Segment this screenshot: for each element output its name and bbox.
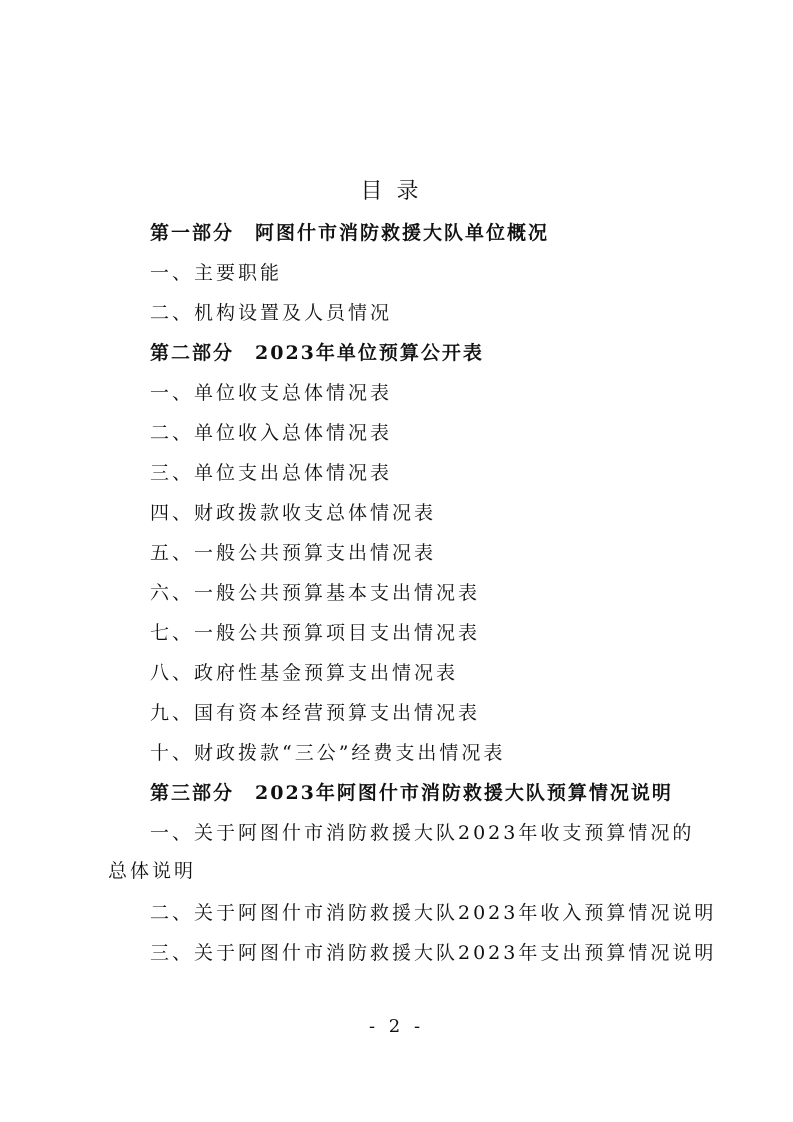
part2-item: 四、财政拨款收支总体情况表 [150,502,437,524]
part3-item: 二、关于阿图什市消防救援大队2023年收入预算情况说明 [150,902,717,924]
part2-item: 五、一般公共预算支出情况表 [150,542,437,564]
part2-item: 六、一般公共预算基本支出情况表 [150,582,481,604]
part2-item: 八、政府性基金预算支出情况表 [150,662,459,684]
part2-item: 三、单位支出总体情况表 [150,462,393,484]
part2-item: 七、一般公共预算项目支出情况表 [150,622,481,644]
part2-item: 二、单位收入总体情况表 [150,422,393,444]
page-number: - 2 - [368,1016,425,1037]
part3-item: 三、关于阿图什市消防救援大队2023年支出预算情况说明 [150,942,717,964]
toc-title: 目录 [360,179,433,204]
part2-heading: 第二部分 2023年单位预算公开表 [150,342,484,364]
part2-item: 一、单位收支总体情况表 [150,382,393,404]
part1-heading: 第一部分 阿图什市消防救援大队单位概况 [150,222,550,244]
part1-item: 一、主要职能 [150,262,283,284]
part2-item: 十、财政拨款“三公”经费支出情况表 [150,742,506,764]
part1-item: 二、机构设置及人员情况 [150,302,393,324]
part2-item: 九、国有资本经营预算支出情况表 [150,702,481,724]
part3-item: 一、关于阿图什市消防救援大队2023年收支预算情况的总体说明 [108,822,695,882]
part3-heading: 第三部分 2023年阿图什市消防救援大队预算情况说明 [150,782,673,804]
